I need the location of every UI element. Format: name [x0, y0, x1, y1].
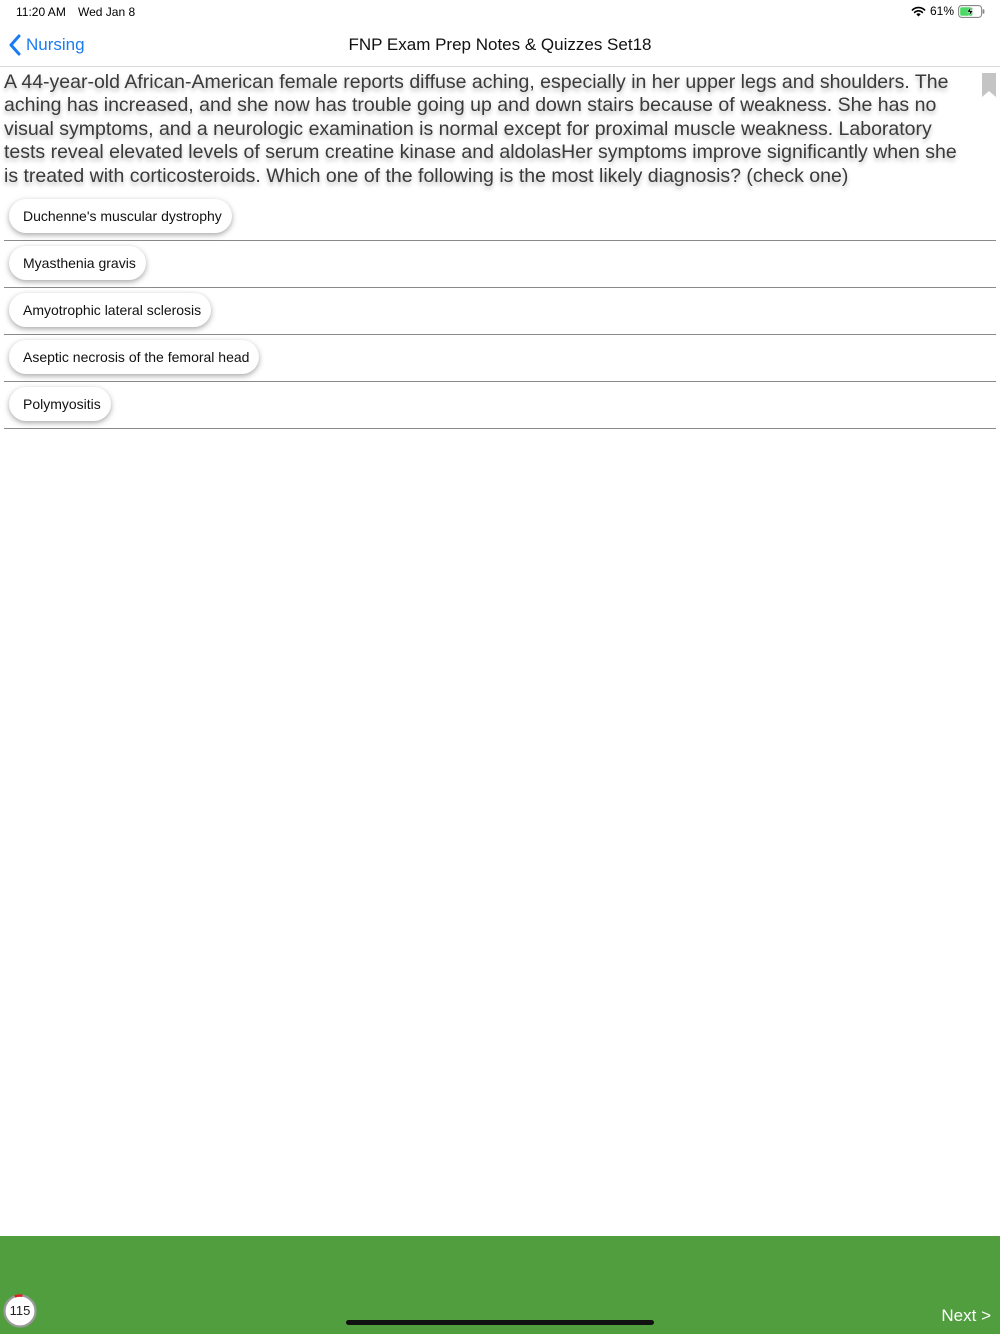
wifi-icon	[911, 5, 926, 17]
option-button[interactable]: Polymyositis	[9, 387, 111, 421]
option-button[interactable]: Aseptic necrosis of the femoral head	[9, 340, 259, 374]
next-button[interactable]: Next >	[941, 1306, 991, 1325]
battery-charging-icon	[958, 5, 986, 18]
status-indicators	[911, 4, 986, 18]
status-bar	[0, 0, 1000, 24]
option-row	[4, 382, 996, 429]
option-row	[4, 288, 996, 335]
question-text: A 44-year-old African-American female reports diffuse aching, especially in her upper legs and shoulders. The aching has increased, and she now has trouble going up and down stairs because of weakness. She has no visual symptoms, and a neurologic examination is normal except for proximal muscle weakness. Laboratory tests reveal elevated levels of serum creatine kinase and aldolasHer symptoms improve significantly when she is treated with corticosteroids. Which one of the following is the most likely diagnosis? (check one)	[4, 71, 957, 187]
home-indicator	[346, 1320, 654, 1325]
bottom-toolbar	[0, 1236, 1000, 1334]
answer-options	[4, 194, 996, 429]
bookmark-icon[interactable]	[981, 72, 997, 98]
back-button-label: Nursing	[26, 35, 85, 54]
option-button[interactable]: Duchenne's muscular dystrophy	[9, 199, 232, 233]
option-row	[4, 194, 996, 241]
option-row	[4, 335, 996, 382]
battery-percent: 61%	[929, 4, 954, 18]
status-date: Wed Jan 8	[78, 5, 136, 19]
navigation-bar	[0, 24, 1000, 67]
question-counter: 115	[9, 1303, 31, 1318]
page-title: FNP Exam Prep Notes & Quizzes Set18	[348, 35, 652, 54]
option-button[interactable]: Amyotrophic lateral sclerosis	[9, 293, 211, 327]
status-time: 11:20 AM	[16, 5, 66, 19]
option-row	[4, 241, 996, 288]
option-button[interactable]: Myasthenia gravis	[9, 246, 146, 280]
